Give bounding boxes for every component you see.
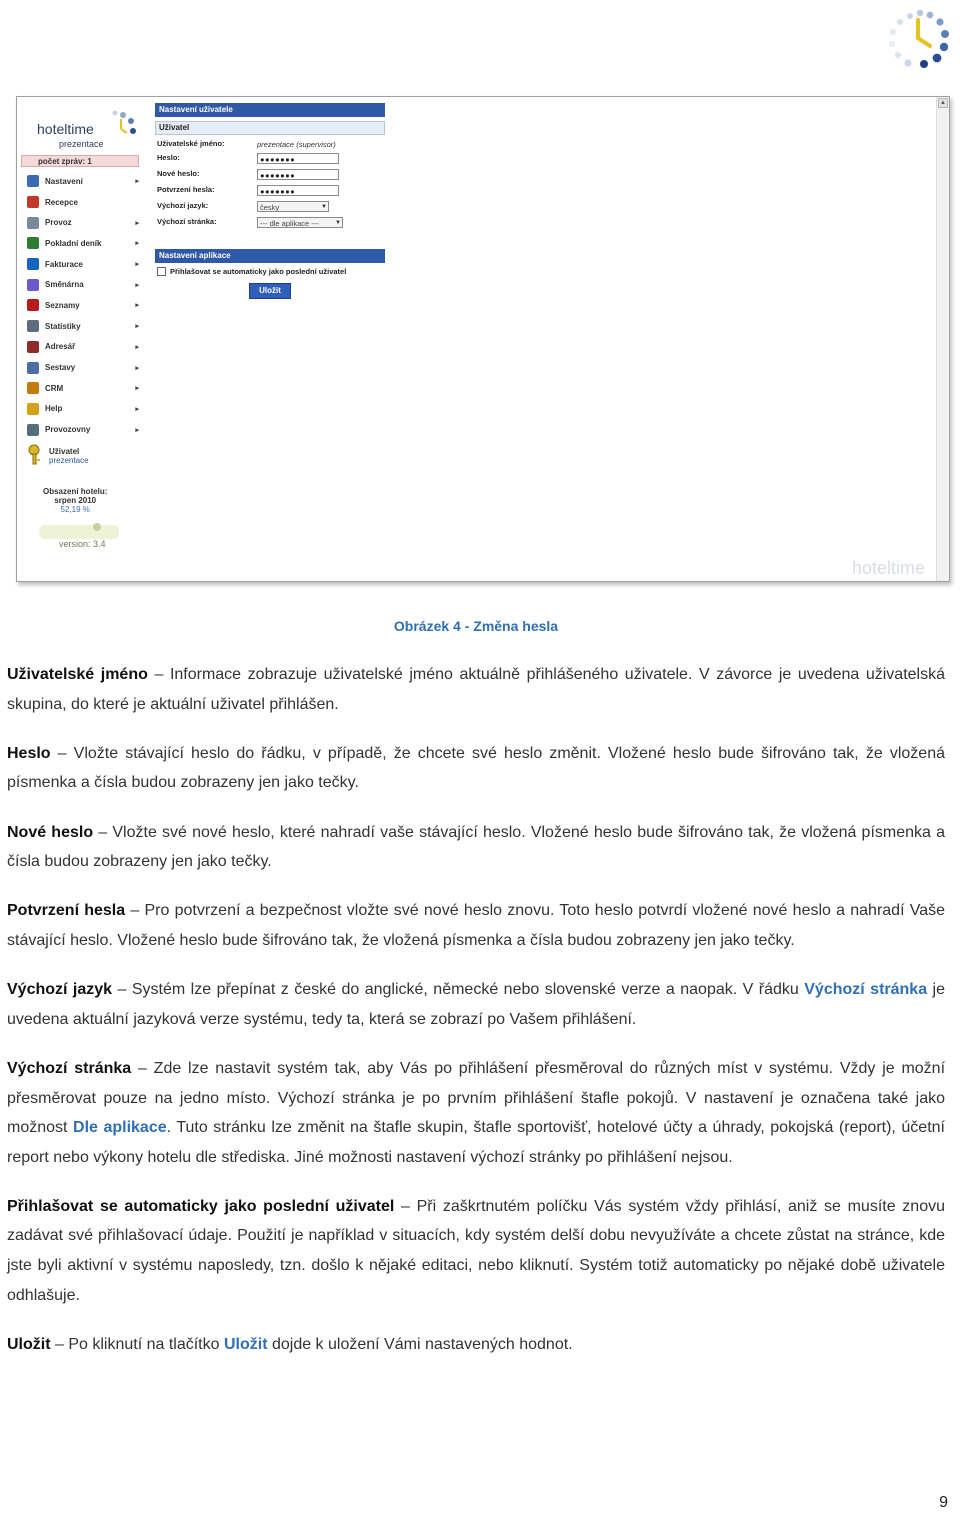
messages-bar[interactable] bbox=[21, 155, 139, 167]
sidebar-item[interactable] bbox=[21, 337, 139, 358]
start-page-select-value: --- dle aplikace --- bbox=[260, 219, 319, 228]
scroll-up-icon[interactable]: ▲ bbox=[938, 98, 948, 108]
paragraph-text: . Tuto stránku lze změnit na štafle skupin, štafle sportovišť, hotelové účty a úhrady, pokojská (report), účetní report nebo výkony hotelu dle střediska. Jiné možnosti nastavení výchozí stránky po přihlášení nejsou. bbox=[7, 1119, 945, 1166]
new-password-field[interactable]: ●●●●●●● bbox=[257, 169, 339, 180]
sidebar bbox=[17, 97, 145, 581]
section-user-settings: Nastavení uživatele bbox=[155, 103, 385, 117]
chevron-right-icon: ▸ bbox=[135, 405, 139, 413]
user-key-icon bbox=[27, 443, 45, 465]
start-page-select[interactable] bbox=[257, 217, 343, 228]
paragraph-text: – Vložte stávající heslo do řádku, v případě, že chcete své heslo změnit. Vložené heslo bude šifrováno tak, že vložená písmenka a čísla budou zobrazeny jen jako tečky. bbox=[7, 744, 945, 792]
chevron-right-icon: ▸ bbox=[135, 261, 139, 269]
main-menu bbox=[21, 171, 139, 440]
menu-item-icon bbox=[27, 217, 39, 229]
sidebar-item-label: CRM bbox=[45, 383, 64, 393]
paragraph-text: – Systém lze přepínat z české do anglické, německé nebo slovenské verze a naopak. V řádku bbox=[112, 981, 805, 999]
occupancy-label-2: srpen 2010 bbox=[54, 496, 97, 505]
auto-login-checkbox[interactable] bbox=[157, 267, 166, 276]
page-number: 9 bbox=[939, 1494, 948, 1511]
chevron-down-icon: ▼ bbox=[321, 204, 327, 210]
sidebar-item-label: Provozovny bbox=[45, 425, 91, 435]
term-password: Heslo bbox=[7, 744, 51, 762]
menu-item-icon bbox=[27, 403, 39, 415]
app-screenshot bbox=[16, 96, 950, 582]
language-select[interactable] bbox=[257, 201, 329, 212]
paragraph-save bbox=[7, 1330, 945, 1360]
sidebar-item[interactable] bbox=[21, 419, 139, 440]
document-body bbox=[7, 660, 945, 1379]
new-password-label: Nové heslo: bbox=[157, 169, 200, 178]
sidebar-item-label: Nastavení bbox=[45, 176, 83, 186]
subsection-user: Uživatel bbox=[155, 121, 385, 135]
menu-item-icon bbox=[27, 299, 39, 311]
paragraph-auto-login bbox=[7, 1192, 945, 1310]
sidebar-item-label: Statistiky bbox=[45, 321, 81, 331]
brand-name: hoteltime bbox=[37, 121, 94, 137]
sidebar-item[interactable] bbox=[21, 357, 139, 378]
username-label: Uživatelské jméno: bbox=[157, 139, 225, 148]
paragraph-password bbox=[7, 739, 945, 798]
chevron-right-icon: ▸ bbox=[135, 426, 139, 434]
term-new-password: Nové heslo bbox=[7, 823, 94, 841]
password-field[interactable]: ●●●●●●● bbox=[257, 153, 339, 164]
paragraph-start-page bbox=[7, 1054, 945, 1172]
sidebar-item-label: Provoz bbox=[45, 218, 72, 228]
menu-item-icon bbox=[27, 279, 39, 291]
menu-item-icon bbox=[27, 175, 39, 187]
term-save: Uložit bbox=[7, 1335, 51, 1353]
password-label: Heslo: bbox=[157, 153, 180, 162]
user-sub: prezentace bbox=[49, 456, 89, 465]
chevron-right-icon: ▸ bbox=[135, 240, 139, 248]
paragraph-text: – Při zaškrtnutém políčku Vás systém vždy přihlásí, aniž se musíte znovu zadávat své přihlašovací údaje. Použití je například v situacích, kdy systém delší dobu nevyužíváte a chcete zůstat na stránce, kde jste byli aktivní v systému naposledy, tzn. došlo k nějaké editaci, nebo kliknutí. Systém totiž automaticky po nějaké době uživatele odhlašuje. bbox=[7, 1197, 945, 1304]
highlight-by-app: Dle aplikace bbox=[73, 1119, 167, 1137]
sidebar-item[interactable] bbox=[21, 192, 139, 213]
version-logo-icon bbox=[37, 521, 127, 541]
chevron-right-icon: ▸ bbox=[135, 385, 139, 393]
scrollbar[interactable] bbox=[936, 97, 949, 581]
sidebar-item-label: Pokladní deník bbox=[45, 238, 102, 248]
term-start-page: Výchozí stránka bbox=[7, 1059, 132, 1077]
sidebar-item[interactable] bbox=[21, 233, 139, 254]
sidebar-item[interactable] bbox=[21, 378, 139, 399]
menu-item-icon bbox=[27, 320, 39, 332]
auto-login-row[interactable] bbox=[157, 267, 346, 276]
sidebar-item[interactable] bbox=[21, 316, 139, 337]
section-app-settings: Nastavení aplikace bbox=[155, 249, 385, 263]
sidebar-item[interactable] bbox=[21, 274, 139, 295]
paragraph-text: – Vložte své nové heslo, které nahradí vaše stávající heslo. Vložené heslo bude šifrováno tak, že vložená písmenka a čísla budou zobrazeny jen jako tečky. bbox=[7, 823, 946, 871]
watermark-logo: hoteltime bbox=[851, 558, 925, 578]
term-username: Uživatelské jméno bbox=[7, 666, 148, 683]
language-label: Výchozí jazyk: bbox=[157, 201, 209, 210]
highlight-start-page: Výchozí stránka bbox=[804, 981, 928, 999]
chevron-right-icon: ▸ bbox=[135, 219, 139, 227]
paragraph-confirm bbox=[7, 896, 945, 955]
sidebar-item[interactable] bbox=[21, 295, 139, 316]
settings-panel bbox=[155, 97, 935, 581]
sidebar-item-label: Recepce bbox=[45, 197, 78, 207]
paragraph-text: je uvedena aktuální jazyková verze systému, tedy ta, která se zobrazí po Vašem přihlášení. bbox=[7, 981, 946, 1028]
menu-item-icon bbox=[27, 382, 39, 394]
sidebar-item[interactable] bbox=[21, 254, 139, 275]
sidebar-item-label: Fakturace bbox=[45, 259, 83, 269]
messages-label: počet zpráv: 1 bbox=[38, 157, 92, 166]
sidebar-item-label: Směnárna bbox=[45, 280, 84, 290]
menu-item-icon bbox=[27, 258, 39, 270]
user-box[interactable] bbox=[49, 447, 89, 465]
brand-sub: prezentace bbox=[59, 139, 104, 149]
chevron-down-icon: ▼ bbox=[335, 220, 341, 226]
sidebar-item-label: Seznamy bbox=[45, 300, 80, 310]
occupancy-box bbox=[43, 487, 107, 514]
chevron-right-icon: ▸ bbox=[135, 323, 139, 331]
term-auto-login: Přihlašovat se automaticky jako poslední uživatel bbox=[7, 1197, 395, 1215]
paragraph-language bbox=[7, 975, 945, 1034]
language-select-value: česky bbox=[260, 203, 280, 212]
sidebar-item[interactable] bbox=[21, 212, 139, 233]
chevron-right-icon: ▸ bbox=[135, 302, 139, 310]
version-text: version: 3.4 bbox=[59, 539, 106, 549]
menu-item-icon bbox=[27, 341, 39, 353]
paragraph-text: – Pro potvrzení a bezpečnost vložte své nové heslo znovu. Toto heslo potvrdí vložené nové heslo a nahradí Vaše stávající heslo. Vložené heslo bude šifrováno tak, že vložená písmenka a čísla budou zobrazeny jen jako tečky. bbox=[7, 902, 946, 949]
sidebar-item[interactable] bbox=[21, 171, 139, 192]
chevron-right-icon: ▸ bbox=[135, 343, 139, 351]
confirm-password-field[interactable]: ●●●●●●● bbox=[257, 185, 339, 196]
user-title: Uživatel bbox=[49, 447, 80, 456]
menu-item-icon bbox=[27, 196, 39, 208]
corner-logo-icon bbox=[860, 6, 950, 72]
paragraph-new-password bbox=[7, 818, 945, 877]
auto-login-label: Přihlašovat se automaticky jako poslední uživatel bbox=[170, 267, 347, 276]
version-badge bbox=[37, 521, 127, 551]
paragraph-text: – Po kliknutí na tlačítko bbox=[50, 1335, 224, 1353]
sidebar-item-label: Adresář bbox=[45, 342, 76, 352]
chevron-right-icon: ▸ bbox=[135, 364, 139, 372]
occupancy-label-1: Obsazení hotelu: bbox=[43, 487, 108, 496]
menu-item-icon bbox=[27, 424, 39, 436]
highlight-save: Uložit bbox=[223, 1335, 268, 1353]
save-button[interactable]: Uložit bbox=[249, 283, 291, 299]
term-confirm: Potvrzení hesla bbox=[7, 902, 126, 920]
confirm-password-label: Potvrzení hesla: bbox=[157, 185, 215, 194]
menu-item-icon bbox=[27, 362, 39, 374]
paragraph-text: – Informace zobrazuje uživatelské jméno aktuálně přihlášeného uživatele. V závorce je uvedena uživatelská skupina, do které je aktuální uživatel přihlášen. bbox=[7, 666, 946, 713]
brand-logo bbox=[23, 107, 139, 151]
sidebar-item-label: Sestavy bbox=[45, 363, 76, 373]
sidebar-item-label: Help bbox=[45, 404, 63, 414]
figure-caption: Obrázek 4 - Změna hesla bbox=[393, 618, 559, 634]
chevron-right-icon: ▸ bbox=[135, 178, 139, 186]
occupancy-percent: 52,19 % bbox=[60, 505, 90, 514]
paragraph-text: dojde k uložení Vámi nastavených hodnot. bbox=[267, 1335, 573, 1353]
sidebar-item[interactable] bbox=[21, 399, 139, 420]
menu-item-icon bbox=[27, 237, 39, 249]
start-page-label: Výchozí stránka: bbox=[157, 217, 217, 226]
username-value: prezentace (supervisor) bbox=[257, 140, 336, 149]
chevron-right-icon: ▸ bbox=[135, 281, 139, 289]
term-language: Výchozí jazyk bbox=[7, 981, 113, 999]
paragraph-username bbox=[7, 660, 945, 719]
paragraph-text: – Zde lze nastavit systém tak, aby Vás po přihlášení přesměroval do různých míst v systému. Vždy je možní přesměrovat pouze na jedno místo. Výchozí stránka je po prvním přihlášení štafle pokojů. V nastavení je označena také jako možnost bbox=[7, 1059, 946, 1137]
